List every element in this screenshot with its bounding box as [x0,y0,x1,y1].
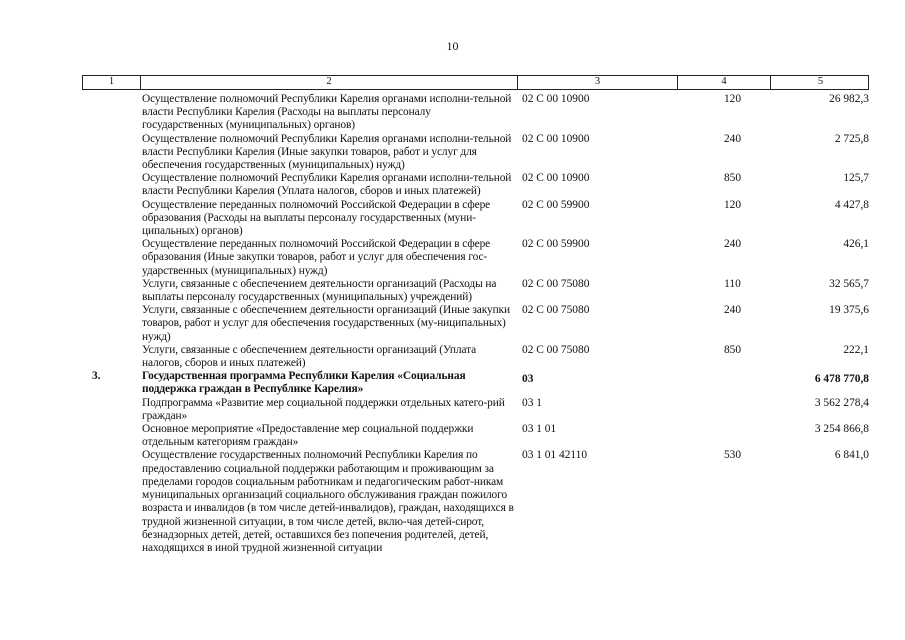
row-type: 850 [723,172,742,185]
row-code: 03 1 01 42110 [522,449,588,462]
table-row [82,304,869,344]
row-type [676,423,769,449]
row-number [82,397,139,423]
row-code: 02 С 00 75080 [522,343,590,356]
table-row [82,449,869,555]
header-col-3: 3 [517,76,677,89]
row-type: 120 [723,198,742,211]
row-number [82,304,139,344]
row-name: Осуществление государственных полномочий Республики Карелия по предоставлению социальной поддержки работающим и проживающим за пределами городов социальным работникам и педагогическим работ-никам муниципальных организаций социального обслуживания граждан пожилого возраста и инвалидов (в том числе детей-инвалидов), граждан, находящихся в трудной жизненной ситуации, в том числе детей, вклю-чая детей-сирот, безнадзорных детей, детей, оставшихся без попечения родителей, детей, находящихся в иной трудной жизненной ситуации [142,449,514,554]
row-amount: 125,7 [843,172,869,185]
row-name: Услуги, связанные с обеспечением деятельности организаций (Расходы на выплаты персоналу государственных (муниципальных) учреждений) [142,277,497,304]
table-row [82,278,869,304]
header-col-4: 4 [677,76,770,89]
row-amount: 222,1 [843,343,869,356]
row-number: 3. [92,370,101,383]
row-code: 03 [522,373,534,386]
row-code: 02 С 00 59900 [522,198,590,211]
row-type: 530 [723,449,742,462]
row-number [82,238,139,278]
row-number [82,278,139,304]
row-type: 240 [723,238,742,251]
row-number [82,344,139,370]
table-row [82,370,869,396]
row-amount: 4 427,8 [834,198,869,211]
row-code: 02 С 00 10900 [522,93,590,105]
row-code: 02 С 00 10900 [522,132,590,145]
table-row [82,397,869,423]
row-amount: 6 478 770,8 [814,373,869,386]
row-name: Государственная программа Республики Карелия «Социальная поддержка граждан в Республике Карелия» [142,370,466,396]
row-number [82,172,139,198]
row-type [676,370,769,396]
table-body [82,93,869,555]
row-code: 02 С 00 75080 [522,304,590,317]
row-code: 02 С 00 59900 [522,238,590,251]
row-amount: 3 562 278,4 [814,396,869,409]
row-name: Осуществление полномочий Республики Карелия органами исполни-тельной власти Республики Карелия (Уплата налогов, сборов и иных платежей) [142,172,512,198]
header-col-2: 2 [140,76,517,89]
row-name: Услуги, связанные с обеспечением деятельности организаций (Иные закупки товаров, работ и услуг для обеспечения государственных (му-ниципальных) нужд) [142,304,510,343]
row-name: Осуществление переданных полномочий Российской Федерации в сфере образования (Расходы на выплаты персоналу государственных (муни-ципальных) органов) [142,198,491,238]
row-amount: 3 254 866,8 [814,423,869,436]
row-code: 02 С 00 10900 [522,172,590,185]
row-amount: 32 565,7 [829,277,869,290]
row-amount: 6 841,0 [834,449,869,462]
row-number [82,449,139,555]
row-name: Осуществление полномочий Республики Карелия органами исполни-тельной власти Республики Карелия (Расходы на выплаты персоналу государственных (муниципальных) органов) [142,93,512,132]
header-col-1: 1 [108,76,115,87]
row-name: Осуществление переданных полномочий Российской Федерации в сфере образования (Иные закупки товаров, работ и услуг для обеспечения гос-ударственных (муниципальных) нужд) [142,238,491,277]
table-row [82,93,869,133]
row-type: 120 [723,93,742,105]
table-header [82,75,869,90]
row-name: Подпрограмма «Развитие мер социальной поддержки отдельных катего-рий граждан» [142,396,505,422]
row-amount: 2 725,8 [834,132,869,145]
row-type [676,397,769,423]
row-amount: 19 375,6 [829,304,869,317]
row-type: 240 [723,304,742,317]
row-name: Основное мероприятие «Предоставление мер социальной поддержки отдельным категориям граждан» [142,423,474,449]
table-row [82,344,869,370]
table-row [82,133,869,173]
table-row [82,199,869,239]
table-row [82,238,869,278]
budget-table [82,75,869,555]
row-name: Осуществление полномочий Республики Карелия органами исполни-тельной власти Республики Карелия (Иные закупки товаров, работ и услуг для обеспечения государственных (муниципальных) нужд) [142,132,512,172]
row-number [82,199,139,239]
page-number: 10 [446,39,459,53]
row-amount: 426,1 [843,238,869,251]
row-number [82,133,139,173]
row-code: 03 1 [522,396,542,409]
row-type: 850 [723,343,742,356]
table-row [82,423,869,449]
header-col-5: 5 [770,76,870,89]
row-code: 03 1 01 [522,423,557,436]
row-amount: 26 982,3 [829,93,869,105]
row-type: 110 [724,277,741,290]
row-type: 240 [723,132,742,145]
row-name: Услуги, связанные с обеспечением деятельности организаций (Уплата налогов, сборов и иных платежей) [142,343,477,370]
row-number [82,93,139,133]
row-number [82,423,139,449]
row-code: 02 С 00 75080 [522,277,590,290]
table-row [82,172,869,198]
